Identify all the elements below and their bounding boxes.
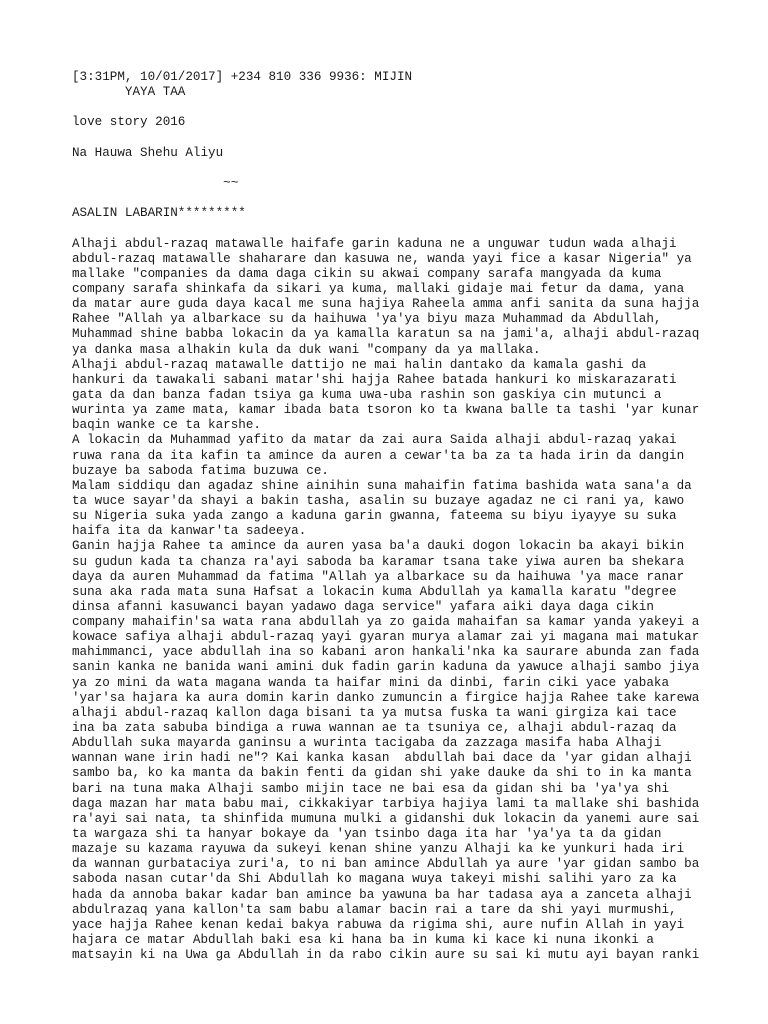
body-line: su Nigeria suka yada zango a kaduna garin gwanna, fateema su biyu iyayye su suka: [72, 509, 677, 524]
spacer: [72, 100, 722, 115]
body-line: daya da auren Muhammad da fatima "Allah ya albarkace su da haihuwa 'ya mace ranar: [72, 569, 685, 584]
body-line: Alhaji abdul-razaq matawalle haifafe garin kaduna ne a unguwar tudun wada alhaji: [72, 236, 677, 251]
body-line: hankuri da tawakali sabani matar'shi hajja Rahee batada hankuri ko miskarazarati: [72, 372, 677, 387]
body-line: sambo ba, ko ka manta da bakin fenti da gidan shi yake dauke da shi to in ka manta: [72, 766, 692, 781]
body-line: su gudun kada ta chanza ra'ayi saboda ba karamar tsana take yiwa auren ba shekara: [72, 554, 685, 569]
message-timestamp-line: [3:31PM, 10/01/2017] +234 810 336 9936: MIJIN: [72, 70, 413, 84]
body-line: ina ba zata sabuba bindiga a ruwa wannan ae ta tsuniya ce, alhaji abdul-razaq da: [72, 721, 677, 736]
body-line: bari na tuna maka Alhaji sambo mijin tace ne bai esa da gidan shi ba 'ya'ya shi: [72, 781, 670, 796]
body-line: hada da annoba bakar kadar ban amince ba yawuna ba har tadasa aya a zanceta alhaji: [72, 887, 692, 902]
body-line: Ganin hajja Rahee ta amince da auren yasa ba'a dauki dogon lokacin ba akayi bikin: [72, 539, 685, 554]
spacer: [72, 131, 722, 146]
separator-mark: ~~: [72, 175, 239, 190]
spacer: [72, 161, 722, 176]
body-line: A lokacin da Muhammad yafito da matar da zai aura Saida alhaji abdul-razaq yakai: [72, 433, 677, 448]
body-line: mahimmanci, yace abdullah ina so kabani aron hankali'nka ka saurare abunda zan fada: [72, 645, 700, 660]
body-line: da matar aure guda daya kacal me suna hajiya Raheela amma anfi sanita da suna hajja: [72, 297, 700, 312]
body-line: wannan wane irin hadi ne"? Kai kanka kasan abdullah bai dace da 'yar gidan alhaji: [72, 751, 692, 766]
spacer: [72, 191, 722, 206]
body-line: ra'ayi sai nata, ta shinfida mumuna mulki a gidanshi duk lokacin da yanemi aure sai: [72, 811, 700, 826]
body-line: hajara ce matar Abdullah baki esa ki hana ba in kuma ki kace ki nuna ikonki a: [72, 933, 654, 948]
body-line: ya zo mini da wata magana wanda ta haifar mini da dinbi, farin ciki yace yabaka: [72, 675, 670, 690]
body-line: ta wargaza shi ta hanyar bokaye da 'yan tsinbo daga ita har 'ya'ya ta da gidan: [72, 827, 662, 842]
body-line: ruwa rana da ita kafin ta amince da auren a cewar'ta ba za ta hada irin da dangin: [72, 448, 685, 463]
body-line: matsayin ki na Uwa ga Abdullah in da rabo cikin aure su sai ki mutu ayi bayan ranki: [72, 948, 700, 963]
body-line: Malam siddiqu dan agadaz shine ainihin suna mahaifin fatima bashida wata sana'a da: [72, 478, 692, 493]
body-line: suna aka rada mata suna Hafsat a lokacin kuma Abdullah ya kamalla karatu "degree: [72, 584, 677, 599]
series-label: love story 2016: [72, 115, 186, 130]
body-line: mazaje su kazama rayuwa da sukeyi kenan shine yanzu Alhaji ka ke yunkuri hada iri: [72, 842, 685, 857]
body-line: 'yar'sa hajara ka aura domin karin danko zumuncin a firgice hajja Rahee take karewa: [72, 690, 700, 705]
story-body: [72, 237, 722, 964]
body-line: da wannan gurbataciya zuri'a, to ni ban amince Abdullah ya aure 'yar gidan sambo ba: [72, 857, 700, 872]
body-line: Rahee "Allah ya albarkace su da haihuwa 'ya'ya biyu maza Muhammad da Abdullah,: [72, 312, 662, 327]
body-line: baqin wanke ce ta karshe.: [72, 418, 261, 433]
body-line: gata da dan banza fadan tsiya ga kuma uwa-uba rashin son gaskiya cin mutunci a: [72, 387, 662, 402]
document-page: [72, 70, 722, 963]
body-line: abdulrazaq yana kallon'ta sam babu alamar bacin rai a tare da shi yayi murmushi,: [72, 902, 677, 917]
body-line: kowace safiya alhaji abdul-razaq yayi gyaran murya alamar zai yi magana mai matukar: [72, 630, 700, 645]
body-line: mallake "companies da dama daga cikin su akwai company sarafa mangyada da kuma: [72, 266, 662, 281]
body-line: sanin kanka ne banida wani amini duk fadin garin kaduna da yawuce alhaji sambo jiya: [72, 660, 700, 675]
body-line: haifa ita da kanwar'ta sadeeya.: [72, 524, 307, 539]
body-line: Abdullah suka mayarda ganinsu a wurinta tacigaba da zazzaga masifa haba Alhaji: [72, 736, 662, 751]
section-heading: ASALIN LABARIN*********: [72, 206, 246, 221]
body-line: ya danka masa alhakin kula da duk wani "company da ya mallaka.: [72, 342, 541, 357]
body-line: wurinta ya zame mata, kamar ibada bata tsoron ko ta kwana balle ta tashi 'yar kunar: [72, 403, 700, 418]
body-line: ta wuce sayar'da shayi a bakin tasha, asalin su buzaye agadaz ne ci rani ya, kawo: [72, 493, 685, 508]
spacer: [72, 221, 722, 236]
body-line: company mahaifin'sa wata rana abdullah ya zo gaida mahaifan sa kamar yanda yakeyi a: [72, 615, 700, 630]
body-line: abdul-razaq matawalle shaharare dan kasuwa ne, wanda yayi fice a kasar Nigeria" ya: [72, 251, 692, 266]
body-line: saboda nasan cutar'da Shi Abdullah ko magana wuya takeyi mishi salihi yaro za ka: [72, 872, 677, 887]
story-title: YAYA TAA: [72, 85, 186, 100]
body-line: Muhammad shine babba lokacin da ya kamalla karatun sa na jami'a, alhaji abdul-razaq: [72, 327, 700, 342]
body-line: alhaji abdul-razaq kallon daga bisani ta ya mutsa fuska ta wani girgiza kai tace: [72, 705, 677, 720]
body-line: daga mazan har mata babu mai, cikkakiyar tarbiya hajiya lami ta mallake shi bashida: [72, 796, 700, 811]
body-line: yace hajja Rahee kenan kedai bakya rabuwa da rigima shi, aure nufin Allah in yayi: [72, 917, 685, 932]
body-line: buzaye ba saboda fatima buzuwa ce.: [72, 463, 329, 478]
body-line: dinsa afanni kasuwanci bayan yadawo daga service" yafara aiki daya daga cikin: [72, 599, 654, 614]
body-line: company sarafa shinkafa da sikari ya kuma, mallaki gidaje mai fetur da dama, yana: [72, 281, 685, 296]
author-line: Na Hauwa Shehu Aliyu: [72, 145, 224, 160]
body-line: Alhaji abdul-razaq matawalle dattijo ne mai halin dantako da kamala gashi da: [72, 357, 647, 372]
